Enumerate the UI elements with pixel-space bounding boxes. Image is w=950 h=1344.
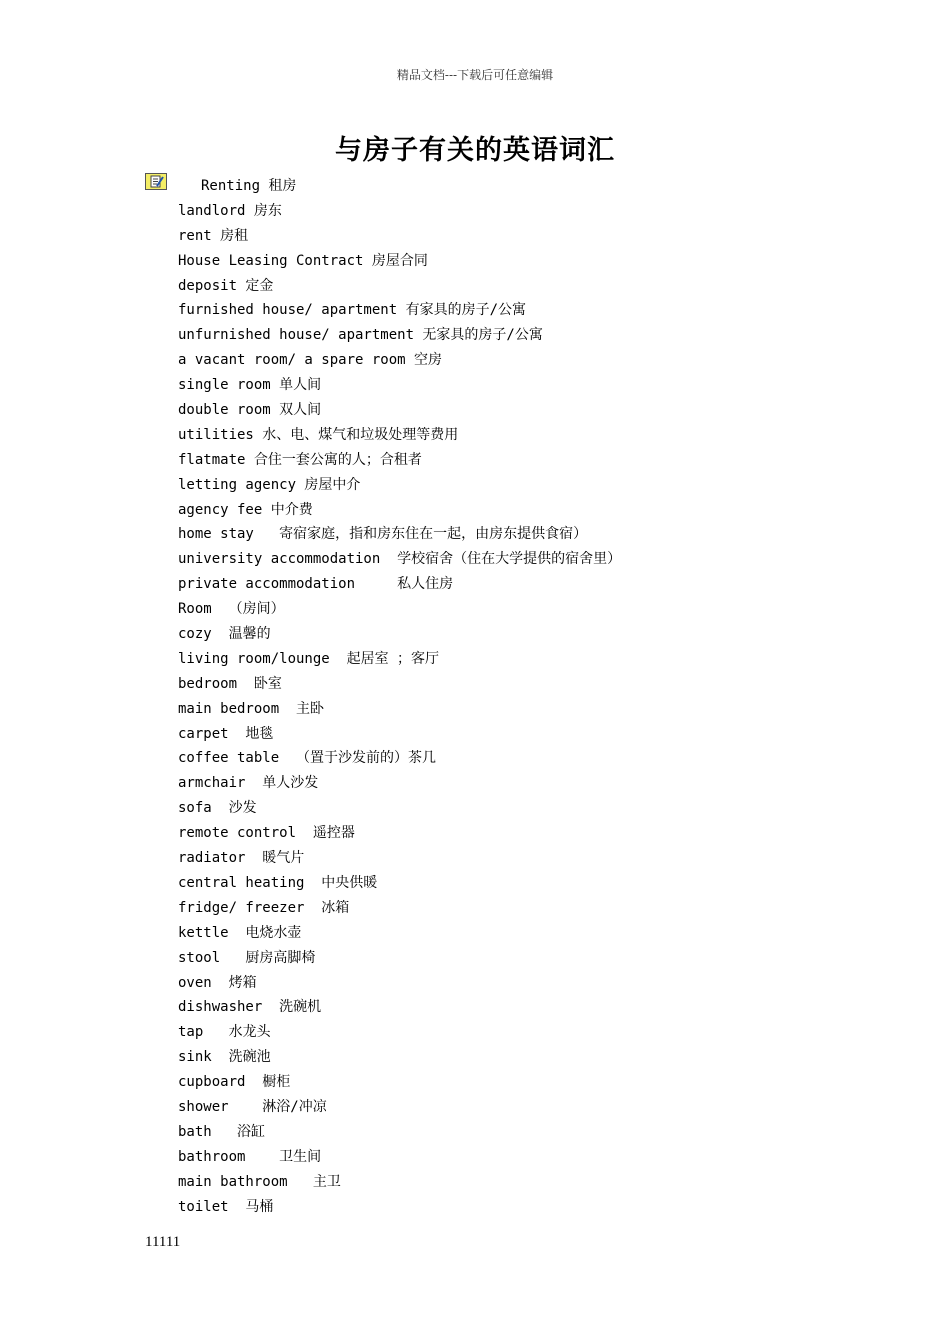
vocab-item: oven 烤箱 xyxy=(178,974,257,991)
vocab-item: bath 浴缸 xyxy=(178,1123,266,1140)
vocab-list xyxy=(178,174,621,1219)
vocab-item: a vacant room/ a spare room 空房 xyxy=(178,352,443,369)
vocab-item: shower 淋浴/冲凉 xyxy=(178,1098,327,1115)
vocab-item: single room 单人间 xyxy=(178,377,322,394)
footer-code: 11111 xyxy=(145,1234,181,1250)
vocab-item: central heating 中央供暖 xyxy=(178,874,378,891)
vocab-item: main bathroom 主卫 xyxy=(178,1173,341,1190)
vocab-item: armchair 单人沙发 xyxy=(178,775,319,792)
vocab-item: double room 双人间 xyxy=(178,402,322,419)
page-title: 与房子有关的英语词汇 xyxy=(335,135,615,166)
vocab-item: toilet 马桶 xyxy=(178,1198,274,1215)
vocab-item: coffee table （置于沙发前的）茶几 xyxy=(178,750,437,767)
vocab-item: deposit 定金 xyxy=(178,277,274,294)
header-note: 精品文档---下载后可任意编辑 xyxy=(396,68,554,82)
vocab-item: rent 房租 xyxy=(178,227,249,244)
vocab-item: sofa 沙发 xyxy=(178,800,257,817)
vocab-item: House Leasing Contract 房屋合同 xyxy=(178,252,428,269)
vocab-item: flatmate 合住一套公寓的人；合租者 xyxy=(178,451,422,468)
vocab-item: bathroom 卫生间 xyxy=(178,1148,322,1165)
vocab-item: cupboard 橱柜 xyxy=(178,1074,291,1091)
vocab-item: main bedroom 主卧 xyxy=(178,700,325,717)
vocab-item: letting agency 房屋中介 xyxy=(178,476,361,493)
vocab-item: carpet 地毯 xyxy=(178,725,274,742)
vocab-item: home stay 寄宿家庭，指和房东住在一起，由房东提供食宿） xyxy=(178,526,588,543)
vocab-item: utilities 水、电、煤气和垃圾处理等费用 xyxy=(178,426,459,443)
vocab-item: tap 水龙头 xyxy=(178,1024,271,1041)
vocab-item: radiator 暖气片 xyxy=(178,850,305,867)
vocab-item: agency fee 中介费 xyxy=(178,501,313,518)
vocab-item: unfurnished house/ apartment 无家具的房子/公寓 xyxy=(178,327,543,344)
vocab-item: sink 洗碗池 xyxy=(178,1049,271,1066)
vocab-item: fridge/ freezer 冰箱 xyxy=(178,899,350,916)
document-pencil-icon xyxy=(145,173,167,190)
vocab-item: cozy 温馨的 xyxy=(178,626,271,643)
vocab-item: Room （房间） xyxy=(178,601,285,618)
vocab-item: remote control 遥控器 xyxy=(178,825,355,842)
vocab-item: landlord 房东 xyxy=(178,202,282,219)
section-heading-renting: Renting 租房 xyxy=(201,178,297,194)
vocab-item: living room/lounge 起居室 ；客厅 xyxy=(178,650,440,667)
vocab-item: private accommodation 私人住房 xyxy=(178,576,454,593)
vocab-item: university accommodation 学校宿舍（住在大学提供的宿舍里） xyxy=(178,551,622,568)
vocab-item: stool 厨房高脚椅 xyxy=(178,949,316,966)
vocab-item: bedroom 卧室 xyxy=(178,675,282,692)
vocab-item: dishwasher 洗碗机 xyxy=(178,999,322,1016)
vocab-item: furnished house/ apartment 有家具的房子/公寓 xyxy=(178,302,527,319)
vocab-item: kettle 电烧水壶 xyxy=(178,924,302,941)
